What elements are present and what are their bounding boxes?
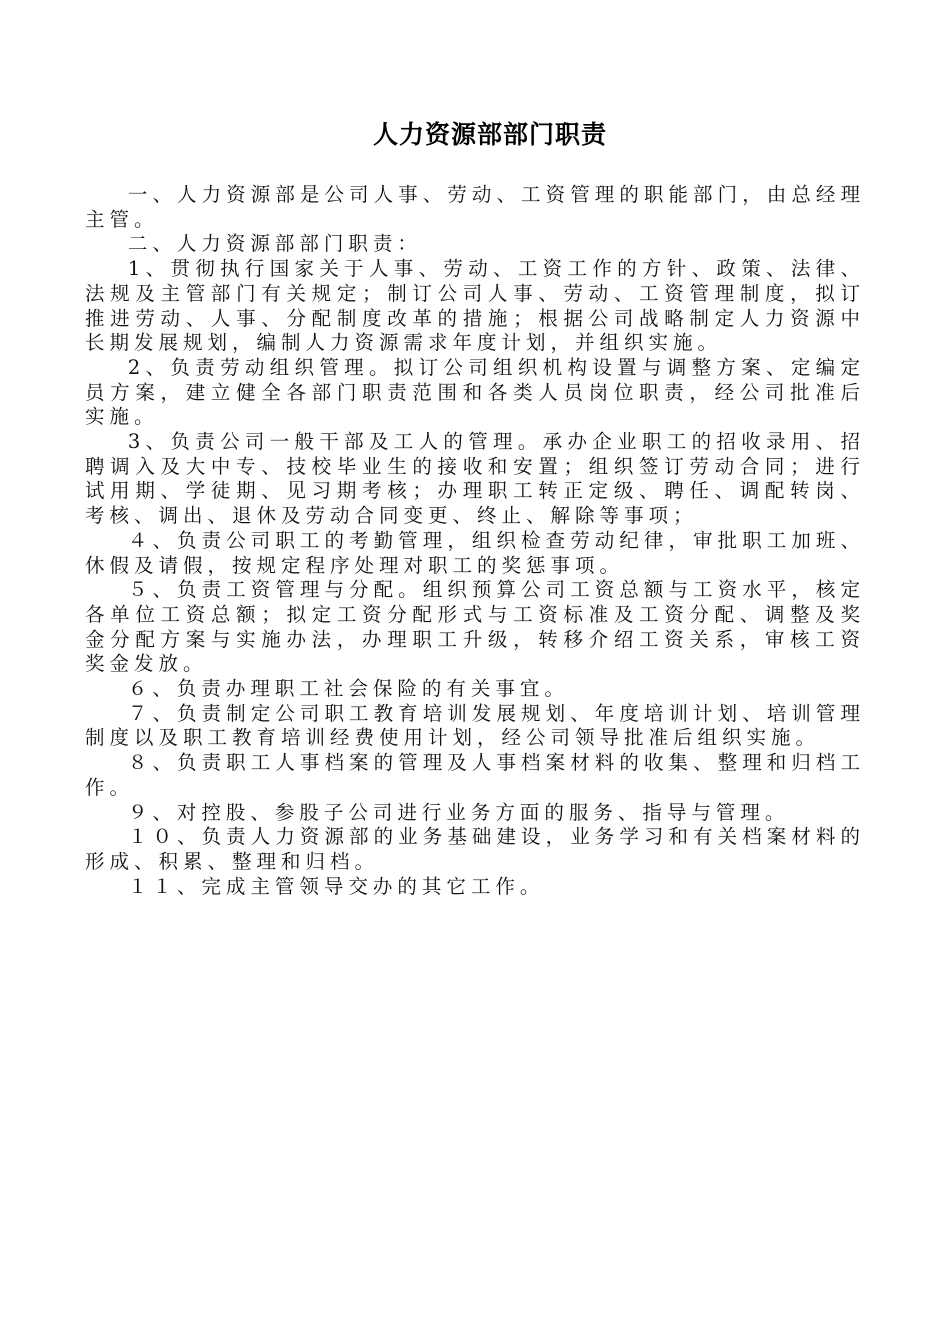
paragraph-duty-5: ５、负责工资管理与分配。组织预算公司工资总额与工资水平，核定各单位工资总额；拟定工资分配形式与工资标准及工资分配、调整及奖金分配方案与实施办法，办理职工升级，转移介绍工资关系，审核工资奖金发放。 xyxy=(85,578,865,676)
paragraph-duty-9: ９、对控股、参股子公司进行业务方面的服务、指导与管理。 xyxy=(127,800,790,824)
paragraph-duty-8: ８、负责职工人事档案的管理及人事档案材料的收集、整理和归档工作。 xyxy=(85,751,865,799)
paragraph-duty-4: ４、负责公司职工的考勤管理，组织检查劳动纪律，审批职工加班、休假及请假，按规定程序处理对职工的奖惩事项。 xyxy=(85,528,865,577)
paragraph-duty-1: 1、贯彻执行国家关于人事、劳动、工资工作的方针、政策、法律、法规及主管部门有关规定；制订公司人事、劳动、工资管理制度，拟订推进劳动、人事、分配制度改革的措施；根据公司战略制定人力资源中长期发展规划，编制人力资源需求年度计划，并组织实施。 xyxy=(85,257,865,355)
paragraph-duty-6: ６、负责办理职工社会保险的有关事宜。 xyxy=(127,677,569,701)
paragraph-duty-10: １０、负责人力资源部的业务基础建设，业务学习和有关档案材料的形成、积累、整理和归档。 xyxy=(85,825,865,873)
paragraph-duty-2: 2、负责劳动组织管理。拟订公司组织机构设置与调整方案、定编定员方案，建立健全各部门职责范围和各类人员岗位职责，经公司批准后实施。 xyxy=(85,355,865,429)
paragraph-dept-definition: 一、人力资源部是公司人事、劳动、工资管理的职能部门，由总经理主管。 xyxy=(85,183,865,231)
document-title: 人力资源部部门职责 xyxy=(372,120,607,149)
paragraph-duties-heading: 二、人力资源部部门职责： xyxy=(127,232,422,256)
paragraph-duty-7: ７、负责制定公司职工教育培训发展规划、年度培训计划、培训管理制度以及职工教育培训经费使用计划，经公司领导批准后组织实施。 xyxy=(85,701,865,750)
paragraph-duty-11: １１、完成主管领导交办的其它工作。 xyxy=(127,874,545,898)
document-body xyxy=(85,183,865,899)
paragraph-duty-3: 3、负责公司一般干部及工人的管理。承办企业职工的招收录用、招聘调入及大中专、技校毕业生的接收和安置；组织签订劳动合同；进行试用期、学徒期、见习期考核；办理职工转正定级、聘任、调配转岗、考核、调出、退休及劳动合同变更、终止、解除等事项； xyxy=(85,430,865,528)
